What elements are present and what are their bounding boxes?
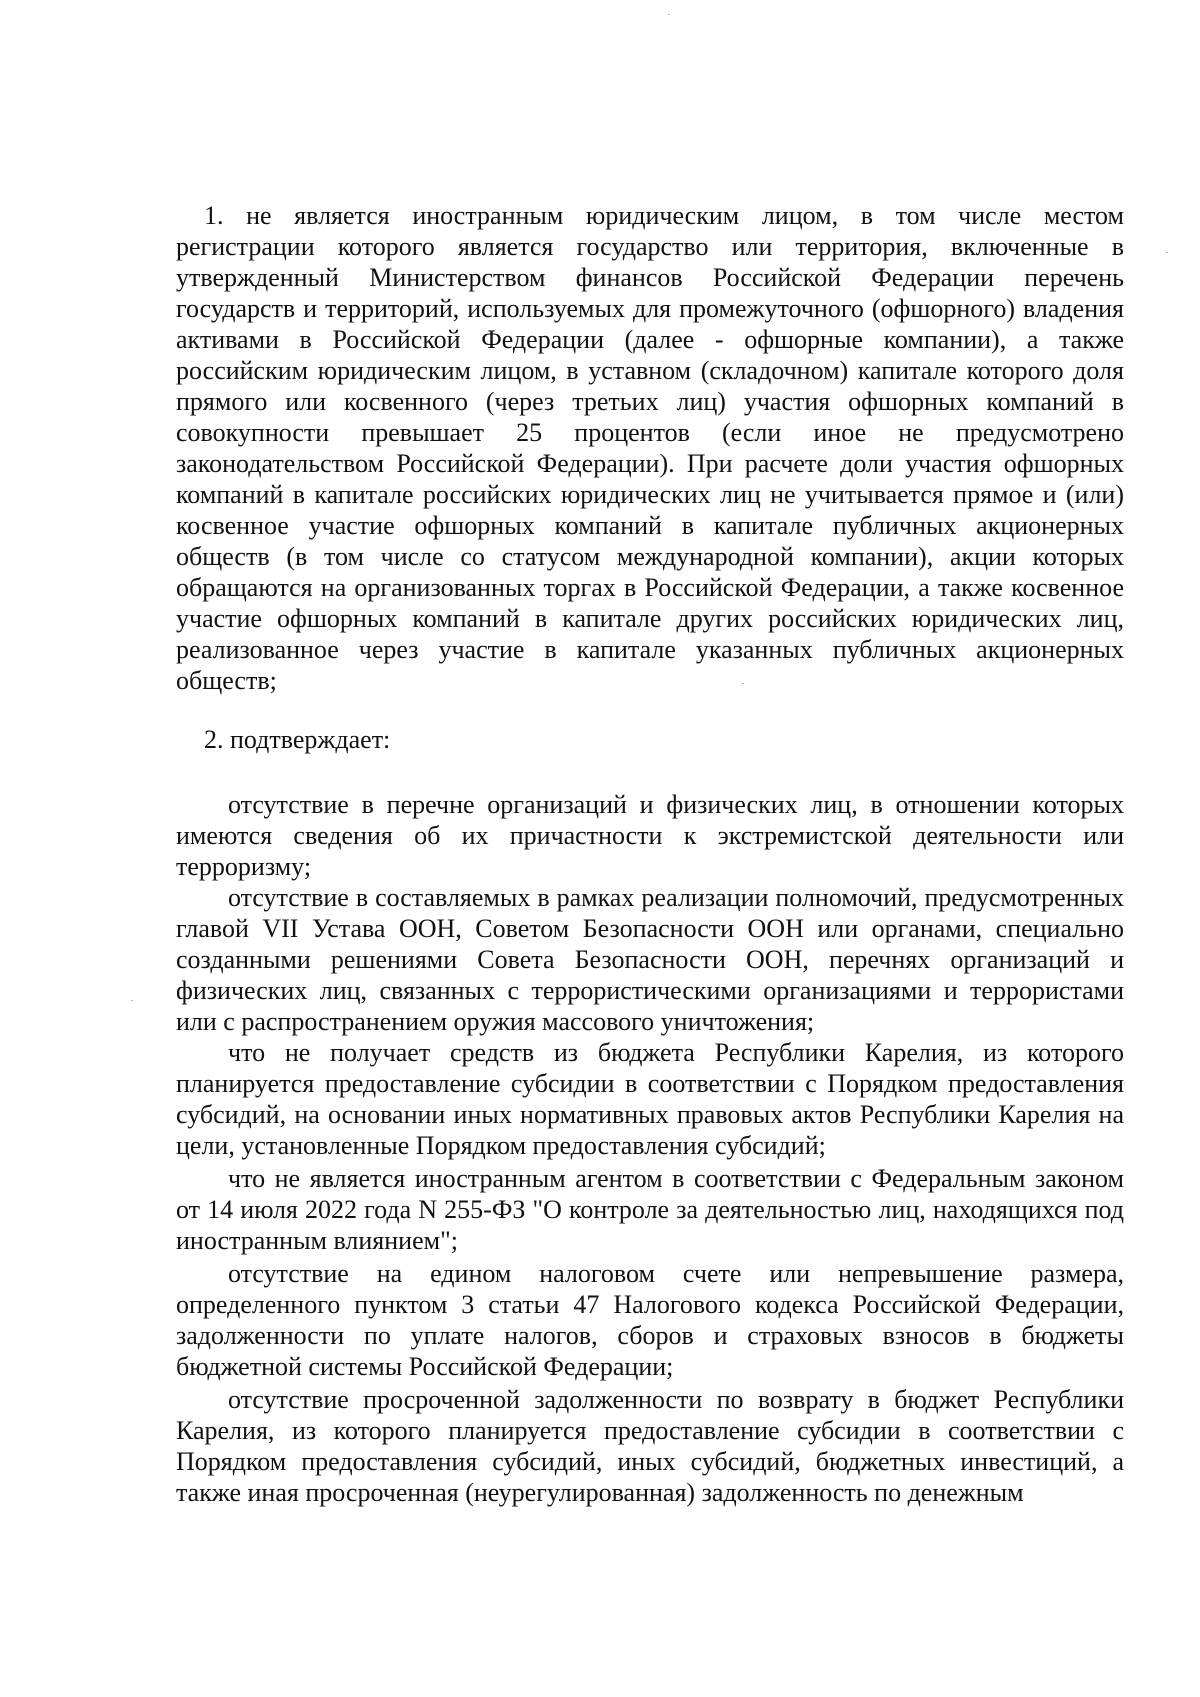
- paragraph-item-1: 1. не является иностранным юридическим лицом, в том числе местом регистрации которого является государство или территория, включенные в утвержденный Министерством финансов Российской Федерации перечень государств и территорий, используемых для промежуточного (офшорного) владения активами в Российской Федерации (далее - офшорные компании), а также российским юридическим лицом, в уставном (складочном) капитале которого доля прямого или косвенного (через третьих лиц) участия офшорных компаний в совокупности превышает 25 процентов (если иное не предусмотрено законодательством Российской Федерации). При расчете доли участия офшорных компаний в капитале российских юридических лиц не учитывается прямое и (или) косвенное участие офшорных компаний в капитале публичных акционерных обществ (в том числе со статусом международной компании), акции которых обращаются на организованных торгах в Российской Федерации, а также косвенное участие офшорных компаний в капитале других российских юридических лиц, реализованное через участие в капитале указанных публичных акционерных обществ;: [176, 201, 1124, 695]
- confirmation-paragraph: что не является иностранным агентом в соответствии с Федеральным законом от 14 июля 2022 года N 255-ФЗ "О контроле за деятельностью лиц, находящихся под иностранным влиянием";: [176, 1164, 1124, 1255]
- paragraph-item-2-heading: 2. подтверждает:: [204, 725, 391, 754]
- confirmation-paragraph: отсутствие просроченной задолженности по возврату в бюджет Республики Карелия, из которого планируется предоставление субсидии в соответствии с Порядком предоставления субсидий, иных субсидий, бюджетных инвестиций, а также иная просроченная (неурегулированная) задолженность по денежным: [176, 1385, 1124, 1507]
- confirmation-paragraph: отсутствие на едином налоговом счете или непревышение размера, определенного пунктом 3 статьи 47 Налогового кодекса Российской Федерации, задолженности по уплате налогов, сборов и страховых взносов в бюджеты бюджетной системы Российской Федерации;: [176, 1259, 1124, 1381]
- scan-speck: [668, 14, 670, 15]
- document-body: [176, 200, 1124, 1508]
- confirmation-paragraph: отсутствие в перечне организаций и физических лиц, в отношении которых имеются сведения об их причастности к экстремистской деятельности или терроризму;: [176, 790, 1124, 881]
- confirmation-paragraph: отсутствие в составляемых в рамках реализации полномочий, предусмотренных главой VII Устава ООН, Советом Безопасности ООН или органами, специально созданными решениями Совета Безопасности ООН, перечнях организаций и физических лиц, связанных с террористическими организациями и террористами или с распространением оружия массового уничтожения;: [176, 883, 1124, 1036]
- confirmation-paragraph: что не получает средств из бюджета Республики Карелия, из которого планируется предоставление субсидии в соответствии с Порядком предоставления субсидий, на основании иных нормативных правовых актов Республики Карелия на цели, установленные Порядком предоставления субсидий;: [176, 1038, 1124, 1160]
- scan-speck: [131, 1000, 133, 1001]
- scan-speck: [1166, 252, 1168, 253]
